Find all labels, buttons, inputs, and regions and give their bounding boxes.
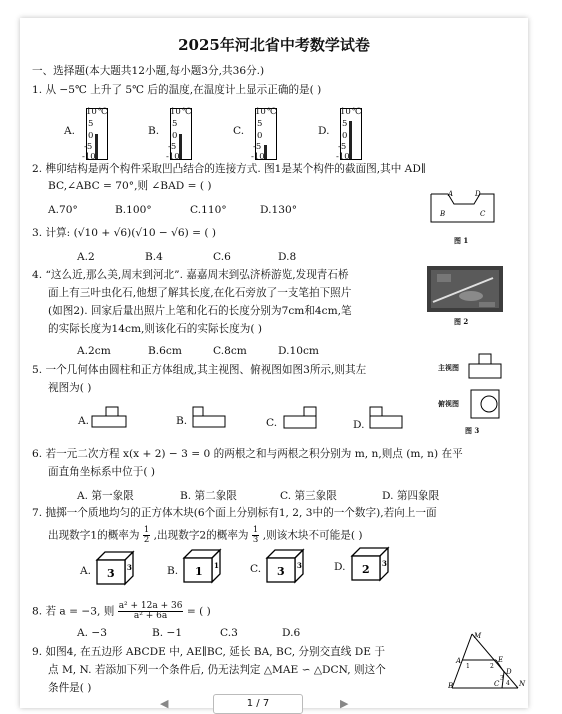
q5-option-d: D. [353, 419, 365, 431]
q5-option-c-shape [280, 405, 320, 431]
q7-cube-a [95, 550, 135, 586]
q8-option-d: D.6 [282, 627, 301, 639]
question-4-line-2: 面上有三叶虫化石,他想了解其长度,在化石旁放了一支笔拍下照片 [48, 287, 352, 299]
question-7-line-2: 出现数字1的概率为 $\frac{1}{2}$ ,出现数字2的概率为 $\frac{1}{3}$ ,则该木块不可能是( ) [48, 525, 363, 545]
question-4-line-4: 的实际长度为14cm,则该化石的实际长度为( ) [48, 323, 262, 335]
figure-2-label: 图 2 [454, 317, 469, 326]
question-4-line-1: 4. “这么近,那么美,周末到河北”. 嘉嘉周末到弘济桥游览,发现青石桥 [32, 269, 349, 281]
q3-option-b: B.4 [145, 251, 163, 263]
svg-text:1: 1 [214, 561, 219, 570]
next-page-icon[interactable]: ▶ [340, 697, 349, 710]
svg-text:M: M [474, 632, 482, 640]
svg-text:2: 2 [362, 563, 370, 576]
svg-text:2: 2 [490, 663, 494, 670]
q4-option-a: A.2cm [77, 345, 111, 357]
q4-option-d: D.10cm [278, 345, 319, 357]
q4-option-b: B.6cm [148, 345, 182, 357]
q7-option-a: A. [80, 565, 92, 577]
exam-page [20, 18, 528, 708]
question-8-stem: 8. 若 a = −3, 则 $\frac{\text{a² + 12a + 36}}{\text{a² + 6a}}$ = ( ) [32, 601, 211, 621]
figure-3-label: 图 3 [465, 426, 480, 435]
question-9-line-2: 点 M, N. 若添加下列一个条件后, 仍无法判定 △MAE ∽ △DCN, 则这个 [48, 664, 386, 676]
svg-text:D: D [506, 668, 512, 676]
fraction-one-third: $\frac{1}{3}$ [252, 525, 259, 545]
q5-option-d-shape [366, 405, 406, 431]
q3-option-a: A.2 [77, 251, 95, 263]
q5-option-b-shape [190, 405, 230, 429]
svg-text:A: A [456, 657, 462, 665]
question-5-line-1: 5. 一个几何体由圆柱和正方体组成,其主视图、俯视图如图3所示,则其左 [32, 364, 367, 376]
q1-option-c: C. [233, 125, 245, 137]
figure-4-pentagon [448, 630, 526, 690]
q1-option-d: D. [318, 125, 330, 137]
svg-text:A: A [448, 190, 454, 198]
question-1-stem: 1. 从 −5℃ 上升了 5℃ 后的温度,在温度计上显示正确的是( ) [32, 84, 322, 96]
q3-option-d: D.8 [278, 251, 297, 263]
q6-option-d: D. 第四象限 [382, 490, 440, 502]
top-view-label: 俯视图 [438, 399, 459, 408]
q8-option-a: A. −3 [77, 627, 108, 639]
svg-text:3: 3 [500, 675, 504, 682]
svg-text:4: 4 [506, 680, 510, 687]
question-2-line-2: BC,∠ABC = 70°,则 ∠BAD = ( ) [48, 180, 212, 192]
q1-option-b: B. [148, 125, 160, 137]
q4-option-c: C.8cm [213, 345, 247, 357]
svg-text:1: 1 [195, 565, 203, 578]
thermometer-b: 10 ℃ 5 0 -5 -10 [166, 107, 192, 162]
q2-option-c: C.110° [190, 204, 227, 216]
q5-option-a-shape [90, 405, 130, 429]
figure-3-views [467, 352, 503, 422]
q6-option-a: A. 第一象限 [77, 490, 134, 502]
question-5-line-2: 视图为( ) [48, 382, 92, 394]
svg-text:D: D [475, 190, 481, 198]
q5-option-b: B. [176, 415, 188, 427]
q3-option-c: C.6 [213, 251, 231, 263]
section-heading: 一、选择题(本大题共12小题,每小题3分,共36分.) [32, 65, 265, 77]
q7-option-b: B. [167, 565, 179, 577]
q8-option-c: C.3 [220, 627, 238, 639]
q7-cube-d [350, 546, 390, 582]
svg-text:3: 3 [382, 559, 387, 568]
q6-option-c: C. 第三象限 [280, 490, 337, 502]
q7-cube-b [182, 548, 222, 584]
q7-option-d: D. [334, 561, 346, 573]
question-3-stem: 3. 计算: (√10 + √6)(√10 − √6) = ( ) [32, 227, 217, 239]
q5-option-c: C. [266, 417, 278, 429]
q7-cube-c [265, 548, 305, 584]
svg-text:3: 3 [297, 561, 302, 570]
q8-option-b: B. −1 [152, 627, 183, 639]
svg-text:E: E [498, 656, 504, 664]
svg-text:N: N [519, 680, 526, 688]
q7-option-c: C. [250, 563, 262, 575]
svg-text:3: 3 [107, 567, 115, 580]
thermometer-a: 10 ℃ 5 0 -5 -10 [82, 107, 108, 162]
front-view-label: 主视图 [438, 363, 459, 372]
thermometer-d: 10 ℃ 5 0 -5 -10 [336, 107, 362, 162]
previous-page-icon[interactable]: ◀ [160, 697, 169, 710]
svg-text:B: B [448, 682, 454, 690]
question-9-line-3: 条件是( ) [48, 682, 92, 694]
svg-text:3: 3 [127, 563, 132, 572]
svg-text:C: C [494, 680, 500, 688]
svg-text:B: B [440, 210, 446, 218]
q2-option-a: A.70° [48, 204, 78, 216]
q8-fraction: $\frac{\text{a² + 12a + 36}}{\text{a² + 6a}}$ [118, 601, 183, 621]
question-6-line-1: 6. 若一元二次方程 x(x + 2) − 3 = 0 的两根之和与两根之积分别为 m, n,则点 (m, n) 在平 [32, 448, 463, 460]
page-indicator[interactable]: 1 / 7 [213, 694, 303, 714]
fraction-one-half: $\frac{1}{2}$ [143, 525, 150, 545]
figure-1-tenon-diagram [428, 186, 498, 226]
svg-text:C: C [480, 210, 486, 218]
question-9-line-1: 9. 如图4, 在五边形 ABCDE 中, AE∥BC, 延长 BA, BC, 分别交直线 DE 于 [32, 646, 385, 658]
question-6-line-2: 面直角坐标系中位于( ) [48, 466, 155, 478]
question-7-line-1: 7. 抛掷一个质地均匀的正方体木块(6个面上分别标有1, 2, 3中的一个数字),若向上一面 [32, 507, 437, 519]
figure-2-fossil-photo [427, 266, 503, 312]
thermometer-c: 10 ℃ 5 0 -5 -10 [251, 107, 277, 162]
question-4-line-3: (如图2). 回家后量出照片上笔和化石的长度分别为7cm和4cm,笔 [48, 305, 352, 317]
q2-option-d: D.130° [260, 204, 298, 216]
question-2-line-1: 2. 榫卯结构是两个构件采取凹凸结合的连接方式. 图1是某个构件的截面图,其中 AD∥ [32, 163, 426, 175]
svg-text:3: 3 [277, 565, 285, 578]
q1-option-a: A. [64, 125, 76, 137]
q5-option-a: A. [78, 415, 90, 427]
page-title: 2025年河北省中考数学试卷 [178, 36, 370, 54]
svg-text:1: 1 [466, 663, 470, 670]
q2-option-b: B.100° [115, 204, 152, 216]
figure-1-label: 图 1 [454, 236, 469, 245]
q6-option-b: B. 第二象限 [180, 490, 237, 502]
